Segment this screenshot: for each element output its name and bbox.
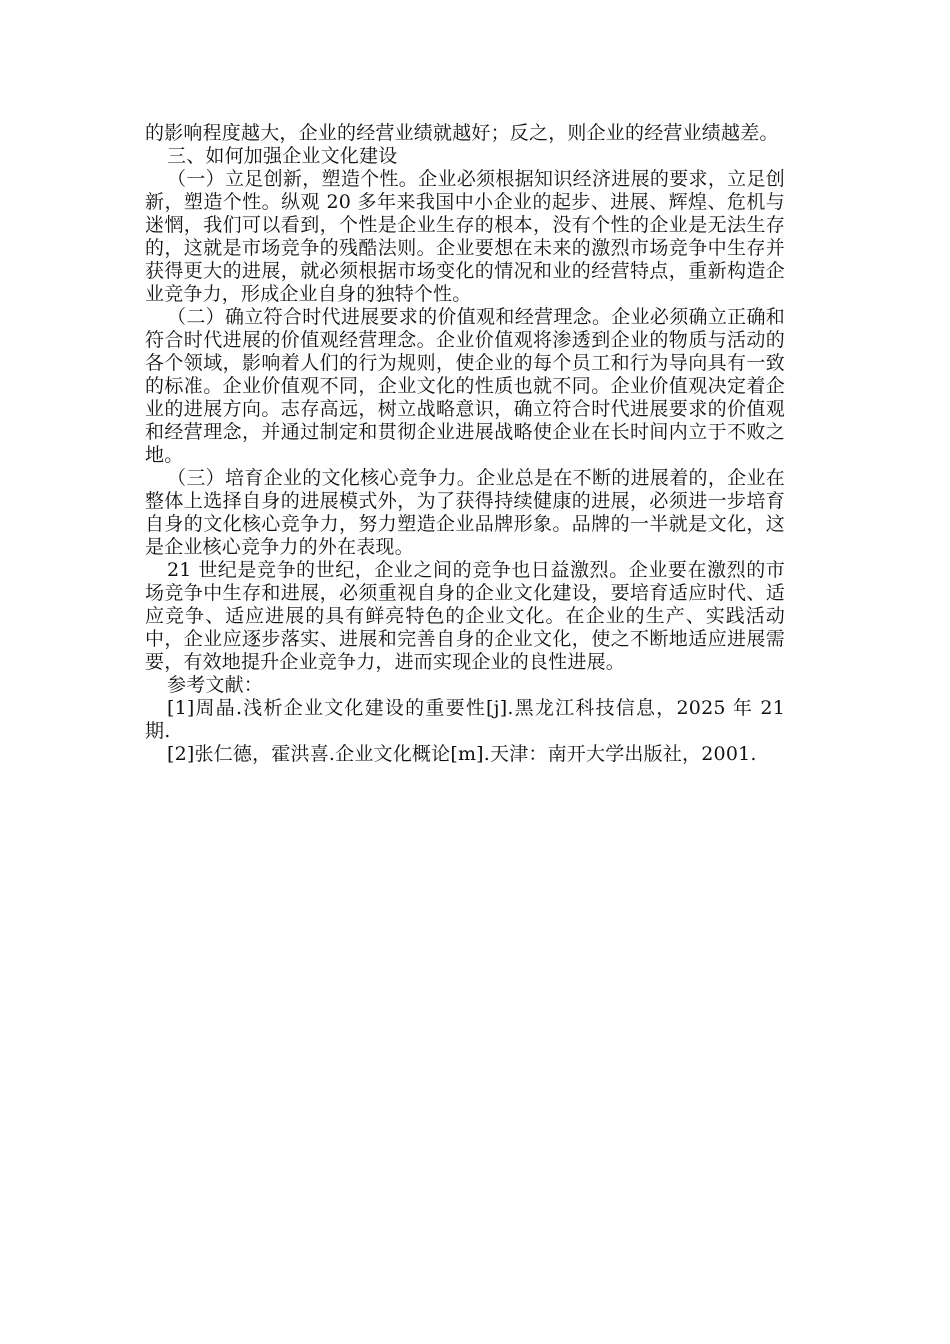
paragraph-continuation: 的影响程度越大，企业的经营业绩就越好；反之，则企业的经营业绩越差。 [145, 122, 779, 144]
document-body [145, 122, 785, 766]
reference-item: [2]张仁德，霍洪喜.企业文化概论[m].天津：南开大学出版社，2001. [167, 743, 757, 765]
section-heading: 三、如何加强企业文化建设 [167, 145, 398, 167]
references-heading: 参考文献： [167, 674, 264, 696]
paragraph-conclusion: 21 世纪是竞争的世纪，企业之间的竞争也日益激烈。企业要在激烈的市场竞争中生存和进展，必须重视自身的企业文化建设，要培育适应时代、适应竞争、适应进展的具有鲜亮特色的企业文化。在企业的生产、实践活动中，企业应逐步落实、进展和完善自身的企业文化，使之不断地适应进展需要，有效地提升企业竞争力，进而实现企业的良性进展。 [145, 559, 785, 673]
paragraph-values: （二）确立符合时代进展要求的价值观和经营理念。企业必须确立正确和符合时代进展的价值观经营理念。企业价值观将渗透到企业的物质与活动的各个领域，影响着人们的行为规则，使企业的每个员工和行为导向具有一致的标准。企业价值观不同，企业文化的性质也就不同。企业价值观决定着企业的进展方向。志存高远，树立战略意识，确立符合时代进展要求的价值观和经营理念，并通过制定和贯彻企业进展战略使企业在长时间内立于不败之地。 [145, 306, 785, 466]
paragraph-core-competence: （三）培育企业的文化核心竞争力。企业总是在不断的进展着的，企业在整体上选择自身的进展模式外，为了获得持续健康的进展，必须进一步培育自身的文化核心竞争力，努力塑造企业品牌形象。品牌的一半就是文化，这是企业核心竞争力的外在表现。 [145, 467, 785, 558]
paragraph-innovation: （一）立足创新，塑造个性。企业必须根据知识经济进展的要求，立足创新，塑造个性。纵观 20 多年来我国中小企业的起步、进展、辉煌、危机与迷惘，我们可以看到，个性是企业生存的根本，没有个性的企业是无法生存的，这就是市场竞争的残酷法则。企业要想在未来的激烈市场竞争中生存并获得更大的进展，就必须根据市场变化的情况和业的经营特点，重新构造企业竞争力，形成企业自身的独特个性。 [145, 168, 785, 305]
reference-item: [1]周晶.浅析企业文化建设的重要性[j].黑龙江科技信息，2025 年 21 期. [145, 697, 785, 742]
